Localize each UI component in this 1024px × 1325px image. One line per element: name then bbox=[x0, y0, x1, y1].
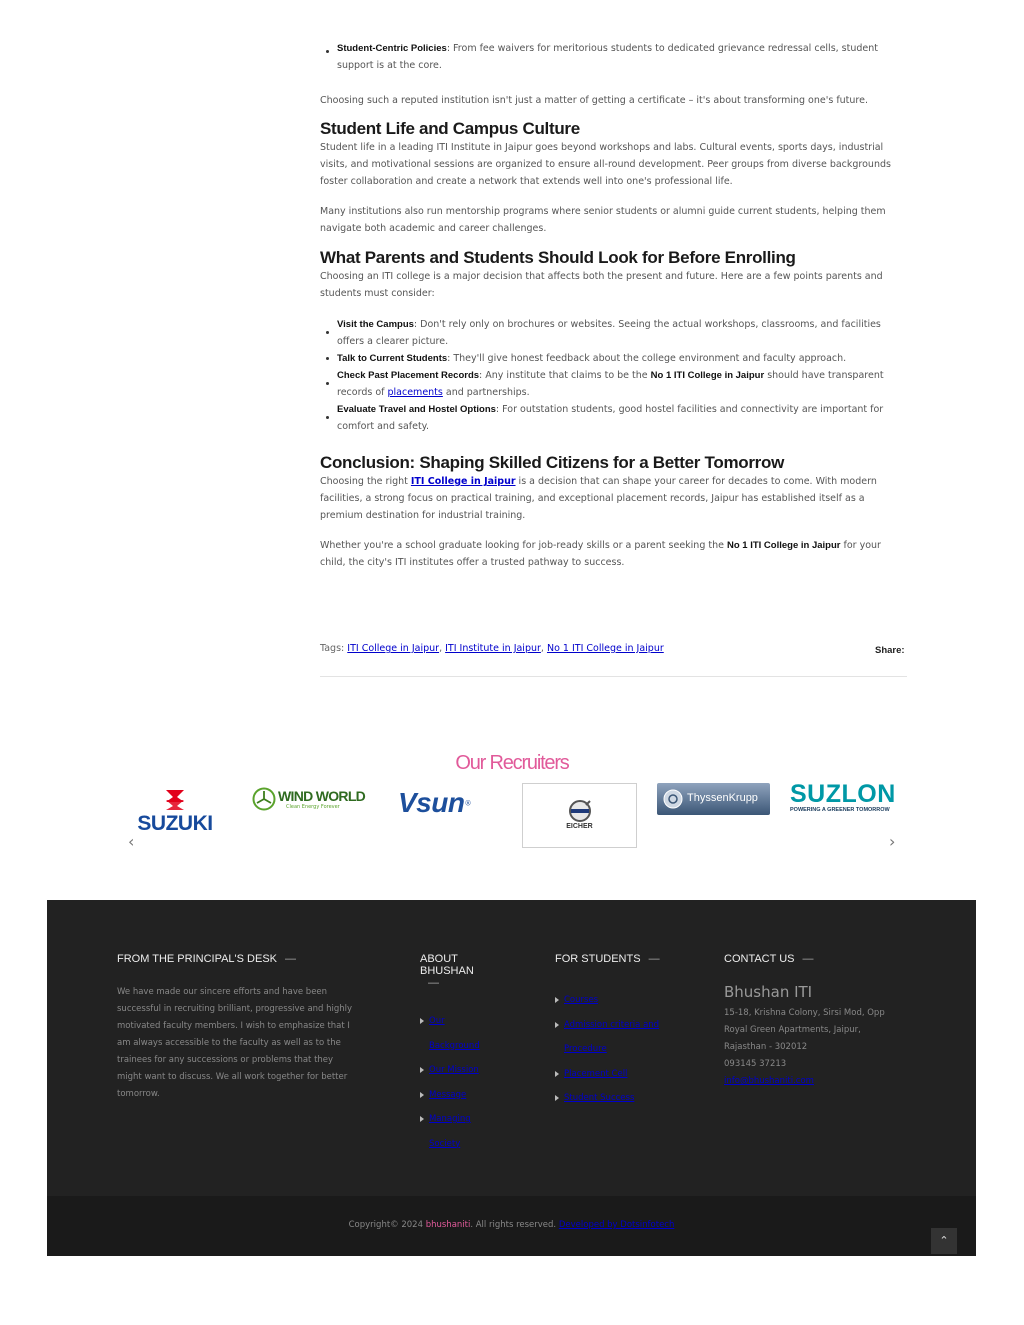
footer-link-item bbox=[420, 1107, 480, 1156]
paragraph-text: for your child, the city's ITI institutes offer a trusted pathway to success. bbox=[320, 540, 881, 568]
turbine-icon bbox=[252, 787, 276, 811]
contact-name: Bhushan ITI bbox=[724, 983, 813, 1001]
suzlon-logo[interactable] bbox=[790, 782, 908, 814]
section-heading: Student Life and Campus Culture bbox=[320, 119, 580, 138]
placements-link[interactable]: placements bbox=[387, 387, 443, 398]
list-item bbox=[320, 316, 908, 350]
footer-principal-column bbox=[117, 953, 357, 1103]
caret-right-icon bbox=[420, 1067, 424, 1073]
bullet-icon bbox=[326, 50, 329, 53]
about-links bbox=[420, 1009, 480, 1156]
checklist bbox=[320, 316, 908, 435]
caret-right-icon bbox=[555, 1022, 559, 1028]
copyright-text: Copyright© 2024 bbox=[348, 1220, 423, 1230]
suzuki-logo[interactable] bbox=[122, 788, 228, 838]
link-text: ITI College in Jaipur bbox=[410, 476, 516, 487]
tag-link[interactable]: No 1 ITI College in Jaipur bbox=[546, 643, 664, 654]
list-item-title: Student-Centric Policies bbox=[337, 43, 447, 54]
bullet-icon bbox=[326, 331, 329, 334]
heading-text: ABOUT BHUSHAN bbox=[420, 953, 474, 977]
heading-dash: — bbox=[285, 953, 296, 965]
thyssenkrupp-emblem-icon bbox=[662, 788, 684, 810]
footer-link[interactable]: Managing Society bbox=[429, 1114, 471, 1149]
site-name: bhushaniti bbox=[425, 1220, 471, 1230]
list-item-text: : For outstation students, good hostel facilities and connectivity are important for comfort and safety. bbox=[337, 404, 884, 432]
policy-list bbox=[320, 40, 908, 74]
caret-right-icon bbox=[555, 1071, 559, 1077]
windworld-tagline: Clean Energy Forever bbox=[286, 804, 340, 810]
list-item-text: should have transparent records of bbox=[337, 370, 884, 398]
divider bbox=[320, 676, 907, 677]
registered-mark: ® bbox=[464, 799, 472, 808]
footer-link-item bbox=[555, 988, 665, 1013]
bold-keyword: No 1 ITI College in Jaipur bbox=[726, 540, 841, 551]
list-item-text: : From fee waivers for meritorious students to dedicated grievance redressal cells, student support is at the core. bbox=[337, 43, 878, 71]
footer-heading bbox=[420, 953, 490, 989]
volvo-eicher-logo[interactable] bbox=[522, 783, 637, 848]
paragraph: Student life in a leading ITI Institute in Jaipur goes beyond workshops and labs. Cultural events, sports days, industrial visits, and motivational sessions are organized to ensure all-round development. Peer groups from diverse backgrounds foster collaboration and create a network that extends well into one's professional life. bbox=[320, 142, 891, 187]
heading-text: FROM THE PRINCIPAL'S DESK bbox=[117, 953, 277, 965]
footer-link[interactable]: Student Success bbox=[564, 1093, 635, 1103]
carousel-prev-icon[interactable]: ‹ bbox=[128, 832, 135, 851]
footer-link[interactable]: Placement Cell bbox=[564, 1068, 628, 1079]
volvo-badge-icon bbox=[568, 799, 592, 823]
footer-link-item bbox=[555, 1013, 665, 1062]
suzlon-wordmark: SUZLON bbox=[790, 780, 896, 808]
suzuki-s-icon bbox=[162, 788, 188, 812]
vsun-logo[interactable] bbox=[398, 786, 498, 820]
heading-dash: — bbox=[648, 953, 660, 965]
list-item-text: : Don't rely only on brochures or websites. Seeing the actual workshops, classrooms, and facilities offers a clearer picture. bbox=[337, 319, 881, 347]
footer-heading bbox=[117, 953, 357, 965]
list-item-title: Check Past Placement Records bbox=[337, 370, 480, 381]
section-heading: Conclusion: Shaping Skilled Citizens for a Better Tomorrow bbox=[320, 453, 784, 472]
email-link[interactable]: info@bhushaniti.com bbox=[724, 1076, 814, 1086]
thyssenkrupp-logo[interactable] bbox=[657, 783, 770, 815]
bullet-icon bbox=[326, 357, 329, 360]
footer-students-column bbox=[555, 953, 675, 1111]
bold-keyword: No 1 ITI College in Jaipur bbox=[650, 370, 765, 381]
paragraph bbox=[320, 473, 908, 524]
paragraph-text: is a decision that can shape your career for decades to come. With modern facilities, a strong focus on practical training, and exceptional placement records, Jaipur has established itself as a premium destination for industrial training. bbox=[320, 476, 877, 521]
list-item-text: : Any institute that claims to be the bbox=[479, 370, 651, 381]
developer-link[interactable]: Developed by Dotsinfotech bbox=[558, 1220, 675, 1230]
windworld-name: WIND WORLD bbox=[278, 788, 366, 804]
copyright-line bbox=[47, 1220, 976, 1230]
paragraph: Choosing an ITI college is a major decision that affects both the present and future. Here are a few points parents and students must consider: bbox=[320, 271, 883, 299]
footer-link[interactable]: Courses bbox=[564, 995, 599, 1005]
section-heading: What Parents and Students Should Look for Before Enrolling bbox=[320, 248, 796, 267]
rights-text: . All rights reserved. bbox=[470, 1220, 557, 1230]
caret-right-icon bbox=[555, 1095, 559, 1101]
contact-email bbox=[724, 1073, 894, 1090]
iti-college-link[interactable] bbox=[411, 476, 516, 487]
tag-separator: , bbox=[439, 643, 446, 654]
list-item bbox=[320, 367, 908, 401]
footer-link-item bbox=[420, 1009, 480, 1058]
footer-about-column bbox=[420, 953, 510, 1156]
footer-contact-column bbox=[724, 953, 894, 1090]
suzuki-wordmark: SUZUKI bbox=[137, 812, 213, 835]
footer-link-item bbox=[420, 1083, 480, 1108]
paragraph: Many institutions also run mentorship programs where senior students or alumni guide current students, helping them navigate both academic and career challenges. bbox=[320, 206, 886, 234]
windworld-logo[interactable] bbox=[252, 786, 368, 814]
bullet-icon bbox=[326, 416, 329, 419]
footer-bottom-bar bbox=[47, 1196, 976, 1256]
footer-link[interactable]: Our Mission bbox=[429, 1065, 479, 1075]
student-links bbox=[555, 988, 665, 1111]
article-body bbox=[320, 40, 908, 571]
footer-link[interactable]: Message bbox=[429, 1089, 467, 1100]
chevron-up-icon: ⌃ bbox=[939, 1234, 949, 1247]
footer-link-item bbox=[420, 1058, 480, 1083]
thyssenkrupp-wordmark: ThyssenKrupp bbox=[687, 792, 758, 804]
tags-label: Tags: bbox=[320, 643, 348, 654]
paragraph-text: Choosing the right bbox=[320, 476, 411, 487]
list-item-title: Talk to Current Students bbox=[337, 353, 448, 364]
suzlon-tagline: POWERING A GREENER TOMORROW bbox=[790, 807, 890, 813]
paragraph bbox=[320, 537, 908, 571]
caret-right-icon bbox=[420, 1018, 424, 1024]
vsun-wordmark: Vsun bbox=[398, 787, 465, 818]
tag-link[interactable]: ITI Institute in Jaipur bbox=[445, 643, 541, 654]
footer-link-item bbox=[555, 1086, 665, 1111]
heading-dash: — bbox=[802, 953, 814, 965]
heading-text: FOR STUDENTS bbox=[555, 953, 641, 965]
principal-message: We have made our sincere efforts and have been successful in recruiting brilliant, progressive and highly motivated faculty members. I wish to emphasize that I am always accessible to the faculty as well as to the trainees for any successions or problems that they might want to discuss. We all work together for better tomorrow. bbox=[117, 987, 353, 1099]
carousel-next-icon[interactable]: › bbox=[889, 832, 896, 851]
list-item-text: : They'll give honest feedback about the college environment and faculty approach. bbox=[447, 353, 847, 364]
post-tags bbox=[320, 643, 664, 654]
contact-address: 15-18, Krishna Colony, Sirsi Mod, Opp Royal Green Apartments, Jaipur, Rajasthan - 302012 bbox=[724, 1008, 885, 1052]
list-item-title: Visit the Campus bbox=[337, 319, 414, 330]
heading-text: CONTACT US bbox=[724, 953, 795, 965]
recruiters-title: Our Recruiters bbox=[455, 752, 569, 774]
footer-link[interactable]: Admission criteria and Procedure bbox=[564, 1019, 660, 1054]
list-item bbox=[320, 40, 908, 74]
caret-right-icon bbox=[420, 1092, 424, 1098]
paragraph: Choosing such a reputed institution isn't just a matter of getting a certificate – it's about transforming one's future. bbox=[320, 95, 868, 106]
back-to-top-button[interactable] bbox=[931, 1228, 957, 1254]
contact-phone: 093145 37213 bbox=[724, 1059, 787, 1069]
heading-dash: — bbox=[428, 977, 439, 989]
footer-link-item bbox=[555, 1062, 665, 1087]
footer-heading bbox=[555, 953, 675, 965]
tag-separator: , bbox=[540, 643, 547, 654]
paragraph-text: Whether you're a school graduate looking for job-ready skills or a parent seeking the bbox=[320, 540, 727, 551]
share-label: Share: bbox=[875, 645, 905, 656]
list-item-title: Evaluate Travel and Hostel Options bbox=[337, 404, 496, 415]
footer-link[interactable]: Our Background bbox=[429, 1016, 480, 1051]
caret-right-icon bbox=[555, 997, 559, 1003]
tag-link[interactable]: ITI College in Jaipur bbox=[347, 643, 440, 654]
list-item bbox=[320, 350, 908, 367]
list-item bbox=[320, 401, 908, 435]
caret-right-icon bbox=[420, 1116, 424, 1122]
footer-heading bbox=[724, 953, 894, 965]
list-item-text: and partnerships. bbox=[442, 387, 530, 398]
eicher-wordmark: EICHER bbox=[566, 823, 593, 830]
bullet-icon bbox=[326, 382, 329, 385]
